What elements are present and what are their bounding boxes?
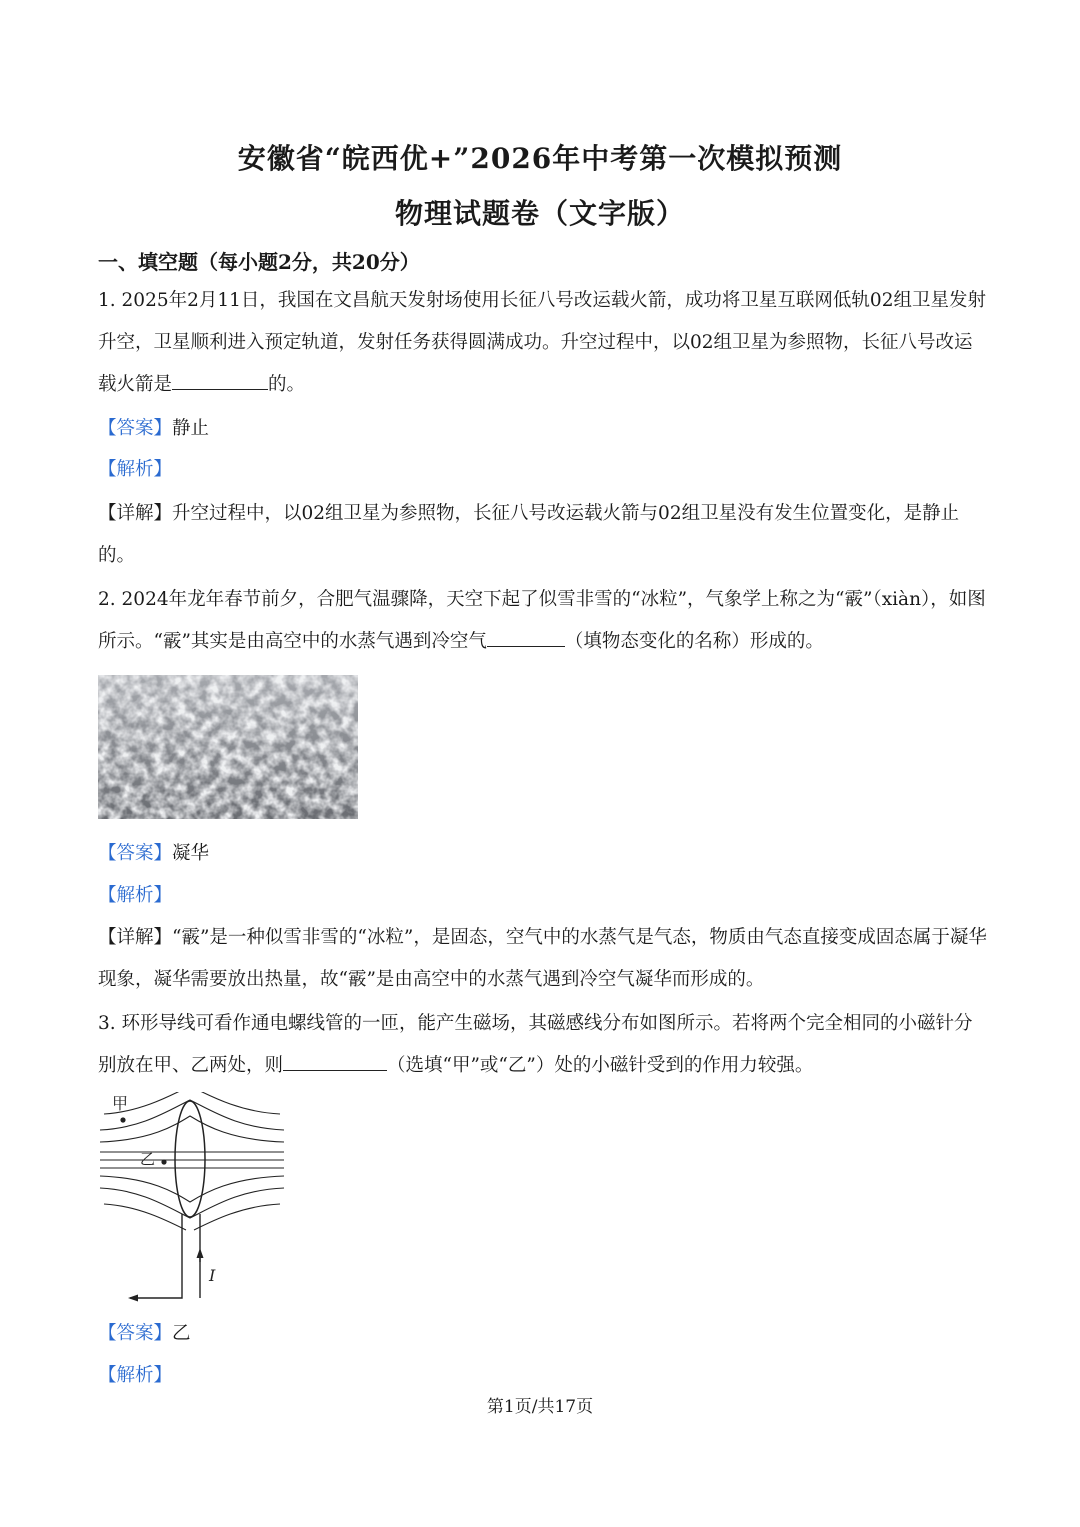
q2-answer-row [98,833,988,875]
question-2 [98,579,988,663]
answer-blank [283,1051,387,1071]
graupel-photo [98,675,358,819]
detail-label: 【详解】 [98,503,173,524]
q2-answer: 凝华 [172,843,210,864]
page-footer: 第1页/共17页 [486,1397,594,1417]
label-current: I [209,1266,216,1285]
q2-analysis-row [98,875,988,917]
detail-label: 【详解】 [98,927,173,948]
q1-answer-row [98,408,988,450]
label-jia: 甲 [112,1094,129,1113]
answer-blank [172,370,268,390]
answer-label: 【答案】 [98,1323,173,1344]
question-3 [98,1003,988,1087]
analysis-label: 【解析】 [98,459,173,480]
q1-detail: 升空过程中，以02组卫星为参照物，长征八号改运载火箭与02组卫星没有发生位置变化，是静止的。 [98,503,960,566]
q1-answer: 静止 [172,418,210,439]
analysis-label: 【解析】 [98,885,173,906]
q2-detail: “霰”是一种似雪非雪的“冰粒”，是固态，空气中的水蒸气是气态，物质由气态直接变成固态属于凝华现象，凝华需要放出热量，故“霰”是由高空中的水蒸气遇到冷空气凝华而形成的。 [98,927,987,990]
analysis-label: 【解析】 [98,1365,173,1386]
q3-analysis-row [98,1355,988,1397]
q3-answer: 乙 [172,1323,191,1344]
q2-detail-row [98,917,988,1001]
q1-detail-row [98,493,988,577]
answer-label: 【答案】 [98,418,173,439]
question-1-text: 1. 2025年2月11日，我国在文昌航天发射场使用长征八号改运载火箭，成功将卫星互联网低轨02组卫星发射升空，卫星顺利进入预定轨道，发射任务获得圆满成功。升空过程中，以02组卫星为参照物，长征八号改运载火箭是 [98,290,986,395]
answer-blank [487,627,565,647]
question-2-text-end: （填物态变化的名称）形成的。 [564,631,824,652]
q3-answer-row [98,1313,988,1355]
question-3-text-end: （选填“甲”或“乙”）处的小磁针受到的作用力较强。 [387,1055,814,1076]
answer-label: 【答案】 [98,843,173,864]
q1-analysis-row [98,449,988,491]
question-2-text: 2. 2024年龙年春节前夕，合肥气温骤降，天空下起了似雪非雪的“冰粒”，气象学上称之为“霰”（xiàn），如图所示。“霰”其实是由高空中的水蒸气遇到冷空气 [98,589,986,652]
question-1 [98,280,988,406]
page-title-line2: 物理试题卷（文字版） [394,197,685,230]
label-yi: 乙 [140,1150,156,1168]
magnetic-field-figure [96,1092,296,1307]
section-heading: 一、填空题（每小题2分，共20分） [98,250,420,274]
question-3-text: 3. 环形导线可看作通电螺线管的一匝，能产生磁场，其磁感线分布如图所示。若将两个完全相同的小磁针分别放在甲、乙两处，则 [98,1013,973,1076]
page-title-line1: 安徽省“皖西优+”2026年中考第一次模拟预测 [237,142,843,175]
question-1-text-end: 的。 [268,374,306,395]
